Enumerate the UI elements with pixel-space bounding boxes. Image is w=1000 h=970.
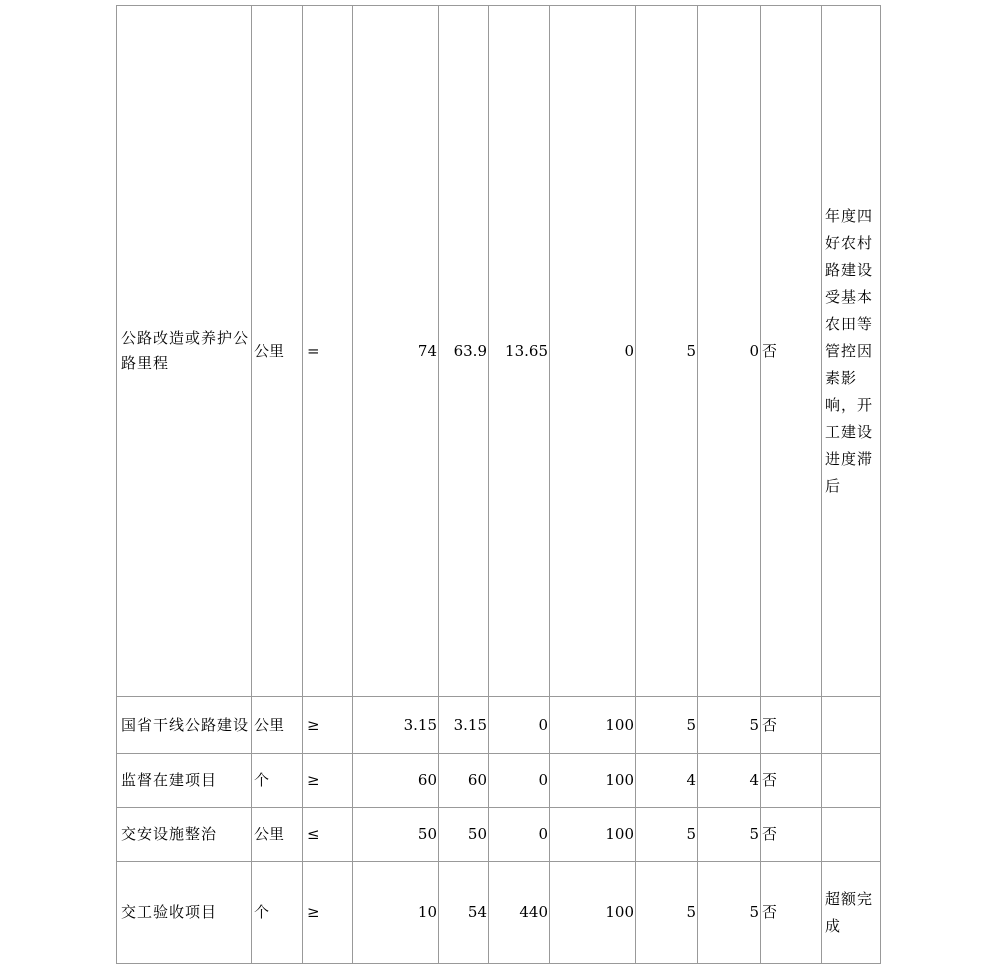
completion-rate-cell: 100 [550,808,636,862]
unit-cell: 个 [252,862,303,964]
actual-value-cell: 60 [439,754,489,808]
score-cell: 5 [698,862,761,964]
flag-cell: 否 [761,808,822,862]
operator-cell: ≥ [303,754,353,808]
weight-cell: 5 [636,6,698,697]
completion-rate-cell: 100 [550,754,636,808]
table-row [117,697,881,754]
score-cell: 4 [698,754,761,808]
deviation-cell: 0 [489,754,550,808]
target-value-cell: 3.15 [353,697,439,754]
deviation-cell: 0 [489,697,550,754]
completion-rate-cell: 100 [550,862,636,964]
note-cell: 年度四好农村路建设受基本农田等管控因素影响，开工建设进度滞后 [822,6,881,697]
actual-value-cell: 50 [439,808,489,862]
deviation-cell: 0 [489,808,550,862]
flag-cell: 否 [761,754,822,808]
actual-value-cell: 54 [439,862,489,964]
note-cell: 超额完成 [822,862,881,964]
flag-cell: 否 [761,862,822,964]
score-cell: 0 [698,6,761,697]
operator-cell: ≥ [303,862,353,964]
operator-cell: ≤ [303,808,353,862]
weight-cell: 5 [636,697,698,754]
score-cell: 5 [698,808,761,862]
unit-cell: 公里 [252,6,303,697]
flag-cell: 否 [761,6,822,697]
table-row [117,754,881,808]
weight-cell: 4 [636,754,698,808]
note-cell [822,754,881,808]
note-cell [822,808,881,862]
weight-cell: 5 [636,862,698,964]
completion-rate-cell: 0 [550,6,636,697]
target-value-cell: 74 [353,6,439,697]
indicator-cell: 交安设施整治 [117,808,252,862]
table-row [117,808,881,862]
note-cell [822,697,881,754]
deviation-cell: 13.65 [489,6,550,697]
target-value-cell: 50 [353,808,439,862]
performance-table [116,5,881,964]
flag-cell: 否 [761,697,822,754]
actual-value-cell: 63.9 [439,6,489,697]
deviation-cell: 440 [489,862,550,964]
indicator-cell: 交工验收项目 [117,862,252,964]
table-row [117,6,881,697]
unit-cell: 公里 [252,808,303,862]
unit-cell: 公里 [252,697,303,754]
target-value-cell: 60 [353,754,439,808]
score-cell: 5 [698,697,761,754]
target-value-cell: 10 [353,862,439,964]
actual-value-cell: 3.15 [439,697,489,754]
weight-cell: 5 [636,808,698,862]
operator-cell: ≥ [303,697,353,754]
completion-rate-cell: 100 [550,697,636,754]
indicator-cell: 监督在建项目 [117,754,252,808]
unit-cell: 个 [252,754,303,808]
indicator-cell: 公路改造或养护公路里程 [117,6,252,697]
table-row [117,862,881,964]
indicator-cell: 国省干线公路建设 [117,697,252,754]
operator-cell: = [303,6,353,697]
